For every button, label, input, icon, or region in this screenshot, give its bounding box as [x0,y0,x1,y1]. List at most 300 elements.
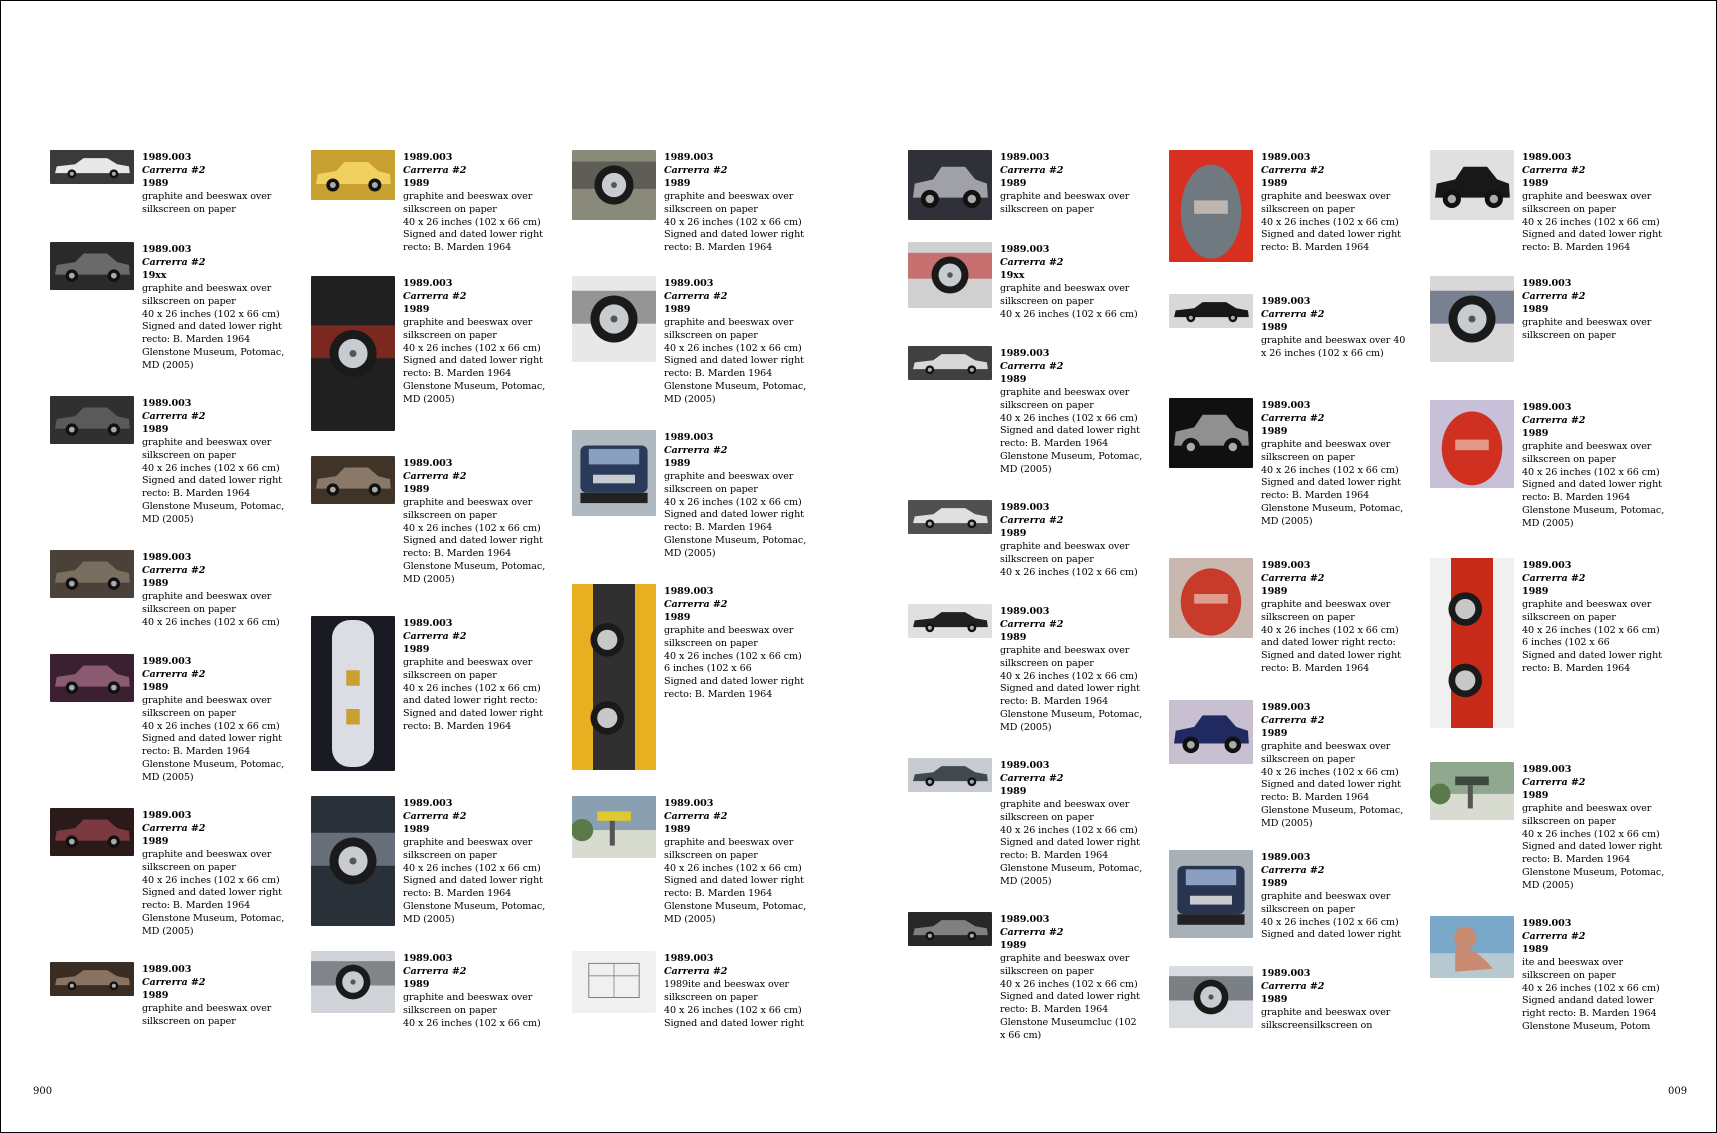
artwork-thumbnail [1169,966,1253,1028]
artwork-title: Carrerra #2 [403,965,467,977]
caption-line: MD (2005) [664,394,716,406]
caption-line: 40 x 26 inches (102 x 66 cm) [1522,828,1660,840]
caption-line: silkscreen on paper [1261,753,1355,765]
caption-line: Signed and dated lower right [1261,779,1401,791]
artwork-year: 19xx [142,269,167,281]
page-number-left: 900 [33,1086,53,1097]
caption-line: recto: B. Marden 1964 [664,368,773,380]
artwork-year: 1989 [664,611,691,623]
caption-line: recto: B. Marden 1964 [403,242,512,254]
caption-line: graphite and beeswax over [142,436,272,448]
caption-line: silkscreen on paper [664,991,758,1003]
caption-line: 40 x 26 inches (102 x 66 cm) [1000,670,1138,682]
artwork-thumbnail [908,500,992,534]
caption-line: Glenstone Museum, Potomac, [1000,451,1143,463]
caption-line: graphite and beeswax over [1000,282,1130,294]
caption-line: graphite and beeswax over [1261,190,1391,202]
caption-line: silkscreen on paper [403,203,497,215]
artwork-caption [1261,296,1419,361]
caption-line: MD (2005) [403,914,455,926]
caption-line: recto: B. Marden 1964 [1000,1004,1109,1016]
caption-line: 40 x 26 inches (102 x 66 cm) [403,342,541,354]
artwork-year: 1989 [1522,789,1549,801]
caption-line: silkscreen on paper [1261,903,1355,915]
caption-line: graphite and beeswax over [1522,802,1652,814]
artwork-title: Carrerra #2 [664,810,728,822]
catalog-number: 1989.003 [1522,560,1572,571]
caption-line: recto: B. Marden 1964 [403,721,512,733]
artwork-thumbnail [908,912,992,946]
caption-line: 40 x 26 inches (102 x 66 cm) [403,522,541,534]
caption-line: recto: B. Marden 1964 [664,888,773,900]
caption-line: 40 x 26 inches (102 x 66 cm) [1000,566,1138,578]
caption-line: MD (2005) [1522,518,1574,530]
catalog-number: 1989.003 [142,810,192,821]
artwork-caption [1000,244,1158,321]
caption-line: graphite and beeswax over [664,190,794,202]
caption-line: MD (2005) [1261,516,1313,528]
caption-line: recto: B. Marden 1964 [664,522,773,534]
artwork-year: 1989 [1522,585,1549,597]
caption-line: graphite and beeswax over [403,656,533,668]
artwork-title: Carrerra #2 [403,290,467,302]
caption-line: x 26 inches (102 x 66 cm) [1261,347,1384,359]
caption-line: Signed and dated lower right [1522,229,1662,241]
artwork-title: Carrerra #2 [1522,414,1586,426]
caption-line: graphite and beeswax over [142,590,272,602]
artwork-caption [403,798,561,927]
caption-line: Signed and dated lower right [142,321,282,333]
caption-line: graphite and beeswax over [1261,598,1391,610]
artwork-thumbnail [1430,762,1514,820]
caption-line: recto: B. Marden 1964 [403,548,512,560]
caption-line: Glenstone Museum, Potomac, [403,901,546,913]
artwork-thumbnail [572,276,656,362]
artwork-caption [664,278,822,407]
artwork-caption [664,953,822,1030]
caption-line: silkscreen on paper [403,509,497,521]
caption-line: recto: B. Marden 1964 [1261,242,1370,254]
caption-line: 40 x 26 inches (102 x 66 cm) [1261,464,1399,476]
caption-line: silkscreen on paper [142,203,236,215]
caption-line: recto: B. Marden 1964 [403,368,512,380]
caption-line: Signed and dated lower right [1000,991,1140,1003]
caption-line: Signed and dated lower right [142,733,282,745]
artwork-year: 1989 [664,303,691,315]
catalog-number: 1989.003 [142,656,192,667]
catalog-number: 1989.003 [142,552,192,563]
caption-line: silkscreen on paper [1000,657,1094,669]
artwork-title: Carrerra #2 [1261,308,1325,320]
caption-line: silkscreensilkscreen on [1261,1019,1373,1031]
artwork-title: Carrerra #2 [142,668,206,680]
caption-line: silkscreen on paper [664,203,758,215]
artwork-thumbnail [50,550,134,598]
caption-line: Glenstone Museum, Potomac, [142,501,285,513]
artwork-title: Carrerra #2 [664,164,728,176]
caption-line: Signed and dated lower right [403,875,543,887]
artwork-thumbnail [50,654,134,702]
caption-line: silkscreen on paper [1522,611,1616,623]
caption-line: Glenstone Museum, Potomac, [142,347,285,359]
caption-line: MD (2005) [142,514,194,526]
caption-line: graphite and beeswax over [142,1002,272,1014]
caption-line: 40 x 26 inches (102 x 66 cm) [664,342,802,354]
artwork-title: Carrerra #2 [403,810,467,822]
caption-line: graphite and beeswax over [403,316,533,328]
artwork-year: 1989 [1261,585,1288,597]
caption-line: graphite and beeswax over [664,316,794,328]
artwork-title: Carrerra #2 [664,290,728,302]
artwork-thumbnail [572,150,656,220]
caption-line: graphite and beeswax over [1000,798,1130,810]
catalog-number: 1989.003 [1261,152,1311,163]
catalog-number: 1989.003 [1522,764,1572,775]
catalog-number: 1989.003 [1261,400,1311,411]
catalog-number: 1989.003 [1522,402,1572,413]
caption-line: silkscreen on paper [664,849,758,861]
caption-line: 40 x 26 inches (102 x 66 cm) [142,720,280,732]
artwork-year: 1989 [142,681,169,693]
artwork-title: Carrerra #2 [403,630,467,642]
artwork-thumbnail [50,808,134,856]
caption-line: recto: B. Marden 1964 [1261,490,1370,502]
caption-line: 40 x 26 inches (102 x 66 cm) [142,616,280,628]
artwork-thumbnail [572,584,656,770]
caption-line: 40 x 26 inches (102 x 66 cm) [142,874,280,886]
caption-line: Signed and dated lower right [1261,650,1401,662]
artwork-year: 1989 [1000,785,1027,797]
caption-line: Signed and dated lower right [664,509,804,521]
caption-line: Signed and dated lower right [403,535,543,547]
artwork-title: Carrerra #2 [1261,864,1325,876]
artwork-thumbnail [908,346,992,380]
artwork-year: 1989 [1000,939,1027,951]
artwork-thumbnail [1169,150,1253,262]
artwork-year: 1989 [403,177,430,189]
artwork-year: 1989 [403,823,430,835]
caption-line: graphite and beeswax over [1261,890,1391,902]
caption-line: Glenstone Museum, Potomac, [1261,805,1404,817]
caption-line: MD (2005) [1261,818,1313,830]
caption-line: Glenstone Museum, Potomac, [664,381,807,393]
catalog-number: 1989.003 [1261,968,1311,979]
caption-line: Glenstone Museum, Potomac, [1261,503,1404,515]
artwork-thumbnail [1430,150,1514,220]
caption-line: Signed and dated lower right [1261,229,1401,241]
caption-line: 40 x 26 inches (102 x 66 cm) [664,496,802,508]
artwork-year: 1989 [664,177,691,189]
caption-line: Signed and dated lower right [1522,841,1662,853]
artwork-thumbnail [908,150,992,220]
catalog-number: 1989.003 [1261,296,1311,307]
caption-line: silkscreen on paper [1522,969,1616,981]
caption-line: MD (2005) [403,574,455,586]
artwork-year: 1989 [1261,993,1288,1005]
caption-line: Signed and dated lower right [1000,683,1140,695]
caption-line: recto: B. Marden 1964 [1000,438,1109,450]
caption-line: silkscreen on paper [1522,815,1616,827]
caption-line: MD (2005) [142,926,194,938]
catalog-number: 1989.003 [1261,852,1311,863]
artwork-year: 1989 [1000,527,1027,539]
artwork-caption [1261,152,1419,255]
artwork-caption [664,152,822,255]
catalog-number: 1989.003 [1000,502,1050,513]
artwork-thumbnail [1169,398,1253,468]
caption-line: silkscreen on paper [403,329,497,341]
caption-line: Glenstone Museum, Potomac, [142,913,285,925]
caption-line: Signed and dated lower right [664,676,804,688]
caption-line: 40 x 26 inches (102 x 66 cm) [1000,978,1138,990]
artwork-title: Carrerra #2 [1261,572,1325,584]
caption-line: graphite and beeswax over [664,836,794,848]
artwork-year: 1989 [1522,943,1549,955]
artwork-thumbnail [1430,558,1514,728]
caption-line: graphite and beeswax over [142,190,272,202]
artwork-title: Carrerra #2 [1522,930,1586,942]
caption-line: Signed and dated lower right [664,229,804,241]
artwork-thumbnail [50,150,134,184]
artwork-caption [1000,502,1158,579]
caption-line: 40 x 26 inches (102 x 66 cm) [1522,466,1660,478]
caption-line: graphite and beeswax over [403,190,533,202]
artwork-title: Carrerra #2 [1000,514,1064,526]
caption-line: MD (2005) [142,772,194,784]
artwork-caption [664,586,822,702]
catalog-number: 1989.003 [664,798,714,809]
artwork-title: Carrerra #2 [1000,772,1064,784]
artwork-thumbnail [311,951,395,1013]
caption-line: MD (2005) [1000,876,1052,888]
artwork-caption [1261,968,1419,1033]
artwork-year: 1989 [142,577,169,589]
artwork-year: 1989 [1000,373,1027,385]
caption-line: graphite and beeswax over [1522,598,1652,610]
caption-line: graphite and beeswax over [1000,540,1130,552]
caption-line: Signed and dated lower right [1261,477,1401,489]
caption-line: graphite and beeswax over [664,470,794,482]
caption-line: silkscreen on paper [403,1004,497,1016]
caption-line: Glenstone Museum, Potomac, [1000,863,1143,875]
artwork-year: 1989 [403,978,430,990]
caption-line: recto: B. Marden 1964 [1000,696,1109,708]
artwork-thumbnail [1430,400,1514,488]
artwork-title: Carrerra #2 [1000,256,1064,268]
caption-line: 40 x 26 inches (102 x 66 cm) [142,462,280,474]
caption-line: 40 x 26 inches (102 x 66 cm) [142,308,280,320]
caption-line: recto: B. Marden 1964 [403,888,512,900]
caption-line: Signed and dated lower right [142,475,282,487]
catalog-number: 1989.003 [664,586,714,597]
caption-line: Glenstone Museum, Potomac, [664,901,807,913]
catalog-number: 1989.003 [1000,914,1050,925]
caption-line: graphite and beeswax over [1261,438,1391,450]
artwork-thumbnail [1169,558,1253,638]
caption-line: MD (2005) [664,548,716,560]
caption-line: silkscreen on paper [1000,295,1094,307]
caption-line: and dated lower right recto: [1261,637,1396,649]
catalog-number: 1989.003 [1261,560,1311,571]
artwork-thumbnail [908,604,992,638]
artwork-thumbnail [1430,276,1514,362]
artwork-year: 1989 [1000,631,1027,643]
caption-line: Glenstone Museum, Potomac, [403,561,546,573]
caption-line: recto: B. Marden 1964 [142,746,251,758]
catalog-number: 1989.003 [403,798,453,809]
artwork-caption [403,152,561,255]
artwork-caption [1522,278,1680,343]
catalog-number: 1989.003 [664,953,714,964]
caption-line: 40 x 26 inches (102 x 66 cm) [664,862,802,874]
artwork-caption [1000,348,1158,477]
caption-line: recto: B. Marden 1964 [1000,850,1109,862]
caption-line: Signed and dated lower right [664,875,804,887]
caption-line: graphite and beeswax over [1261,740,1391,752]
artwork-caption [1261,702,1419,831]
caption-line: graphite and beeswax over [1000,386,1130,398]
artwork-title: Carrerra #2 [664,965,728,977]
caption-line: Signed and dated lower right [664,355,804,367]
artwork-title: Carrerra #2 [142,410,206,422]
catalog-number: 1989.003 [142,964,192,975]
artwork-caption [142,656,300,785]
caption-line: graphite and beeswax over [1000,190,1130,202]
artwork-title: Carrerra #2 [664,598,728,610]
artwork-title: Carrerra #2 [142,564,206,576]
artwork-thumbnail [50,396,134,444]
artwork-title: Carrerra #2 [1522,776,1586,788]
caption-line: graphite and beeswax over [403,991,533,1003]
caption-line: 40 x 26 inches (102 x 66 cm) [1522,982,1660,994]
caption-line: recto: B. Marden 1964 [1522,242,1631,254]
artwork-year: 1989 [142,989,169,1001]
caption-line: graphite and beeswax over [142,282,272,294]
artwork-caption [403,458,561,587]
artwork-year: 1989 [1000,177,1027,189]
artwork-caption [142,398,300,527]
caption-line: silkscreen on paper [142,295,236,307]
artwork-thumbnail [50,962,134,996]
artwork-caption [1261,852,1419,942]
caption-line: graphite and beeswax over [142,848,272,860]
caption-line: silkscreen on paper [142,449,236,461]
catalog-number: 1989.003 [142,152,192,163]
catalog-number: 1989.003 [142,398,192,409]
artwork-caption [1261,400,1419,529]
caption-line: recto: B. Marden 1964 [664,242,773,254]
caption-line: Signed and dated lower right [1000,425,1140,437]
artwork-caption [142,552,300,629]
artwork-title: Carrerra #2 [1000,360,1064,372]
caption-line: 40 x 26 inches (102 x 66 cm) [1000,412,1138,424]
catalog-number: 1989.003 [1522,152,1572,163]
artwork-title: Carrerra #2 [403,164,467,176]
catalog-number: 1989.003 [403,953,453,964]
artwork-year: 1989 [403,483,430,495]
artwork-caption [1522,402,1680,531]
artwork-caption [1522,764,1680,893]
artwork-title: Carrerra #2 [1000,618,1064,630]
caption-line: Glenstone Museum, Potomac, [1000,709,1143,721]
caption-line: Signed andand dated lower [1522,995,1654,1007]
caption-line: MD (2005) [1522,880,1574,892]
caption-line: 6 inches (102 x 66 [664,663,752,675]
artwork-caption [1261,560,1419,676]
caption-line: recto: B. Marden 1964 [1522,854,1631,866]
caption-line: recto: B. Marden 1964 [1261,663,1370,675]
caption-line: graphite and beeswax over [1522,316,1652,328]
caption-line: recto: B. Marden 1964 [142,900,251,912]
caption-line: recto: B. Marden 1964 [1522,492,1631,504]
caption-line: graphite and beeswax over [1000,644,1130,656]
artwork-title: Carrerra #2 [1522,164,1586,176]
artwork-caption [1522,918,1680,1034]
caption-line: silkscreen on paper [1000,203,1094,215]
caption-line: 40 x 26 inches (102 x 66 cm) [664,216,802,228]
caption-line: silkscreen on paper [142,603,236,615]
caption-line: MD (2005) [403,394,455,406]
artwork-thumbnail [572,951,656,1013]
catalog-number: 1989.003 [142,244,192,255]
artwork-year: 1989 [1522,303,1549,315]
caption-line: Signed and dated lower right [664,1017,804,1029]
caption-line: silkscreen on paper [142,861,236,873]
caption-line: silkscreen on paper [664,483,758,495]
artwork-caption [142,964,300,1029]
artwork-year: 1989 [403,303,430,315]
artwork-title: Carrerra #2 [1261,714,1325,726]
artwork-year: 1989 [403,643,430,655]
caption-line: 40 x 26 inches (102 x 66 cm) [1000,824,1138,836]
artwork-year: 1989 [664,823,691,835]
artwork-thumbnail [572,796,656,858]
caption-line: Glenstone Museum, Potomac, [142,759,285,771]
artwork-year: 1989 [142,423,169,435]
caption-line: right recto: B. Marden 1964 [1522,1008,1657,1020]
caption-line: MD (2005) [1000,464,1052,476]
artwork-thumbnail [311,796,395,926]
caption-line: silkscreen on paper [1261,451,1355,463]
caption-line: graphite and beeswax over 40 [1261,334,1406,346]
artwork-caption [664,432,822,561]
catalog-number: 1989.003 [1000,606,1050,617]
caption-line: Signed and dated lower right [1522,650,1662,662]
caption-line: graphite and beeswax over [403,836,533,848]
caption-line: silkscreen on paper [142,1015,236,1027]
artwork-year: 1989 [1522,427,1549,439]
artwork-year: 1989 [1261,177,1288,189]
catalog-number: 1989.003 [1261,702,1311,713]
artwork-thumbnail [311,456,395,504]
caption-line: silkscreen on paper [664,329,758,341]
caption-line: graphite and beeswax over [664,624,794,636]
artwork-caption [403,278,561,407]
caption-line: 40 x 26 inches (102 x 66 cm) [664,650,802,662]
caption-line: graphite and beeswax over [403,496,533,508]
caption-line: 40 x 26 inches (102 x 66 cm) [1522,624,1660,636]
catalog-number: 1989.003 [664,278,714,289]
artwork-title: Carrerra #2 [142,822,206,834]
caption-line: MD (2005) [142,360,194,372]
caption-line: 40 x 26 inches (102 x 66 cm) [664,1004,802,1016]
caption-line: 40 x 26 inches (102 x 66 cm) [1261,624,1399,636]
artwork-thumbnail [1430,916,1514,978]
artwork-year: 1989 [1261,727,1288,739]
caption-line: Signed and dated lower right [403,708,543,720]
catalog-number: 1989.003 [1000,760,1050,771]
artwork-title: Carrerra #2 [1522,290,1586,302]
